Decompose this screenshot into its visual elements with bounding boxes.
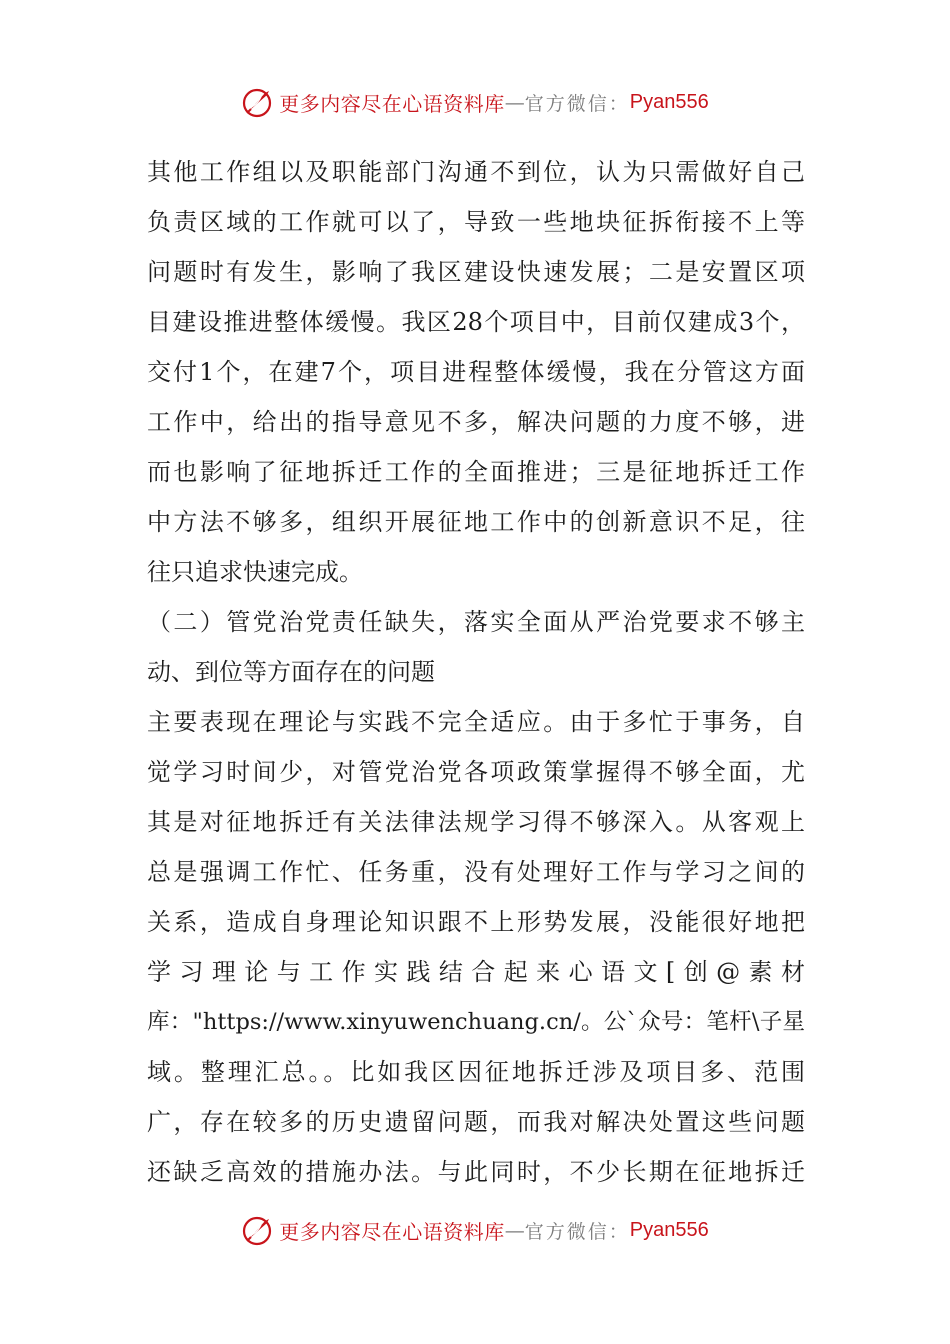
- header-watermark-banner: [0, 84, 950, 120]
- text-line: （二）管党治党责任缺失，落实全面从严治党要求不够主: [147, 608, 805, 636]
- banner-separator: —: [504, 1218, 525, 1242]
- text-line: 库："https://www.xinyuwenchuang.cn/。公`众号：笔杆\子星: [147, 1009, 805, 1035]
- text-line: 学习理论与工作实践结合起来心语文[创@素材: [147, 958, 805, 986]
- text-line: 主要表现在理论与实践不完全适应。由于多忙于事务，自: [147, 708, 805, 736]
- text-line: 动、到位等方面存在的问题: [147, 658, 435, 686]
- text-line: 还缺乏高效的措施办法。与此同时，不少长期在征地拆迁: [147, 1158, 805, 1186]
- text-line: 觉学习时间少，对管党治党各项政策掌握得不够全面，尤: [147, 758, 805, 786]
- text-line: 而也影响了征地拆迁工作的全面推进；三是征地拆迁工作: [147, 458, 805, 486]
- text-line: 其是对征地拆迁有关法律法规学习得不够深入。从客观上: [147, 808, 805, 836]
- banner-text: 更多内容尽在心语资料库: [279, 91, 505, 116]
- banner-wechat-label: 官方微信：: [524, 1220, 630, 1243]
- text-line: 总是强调工作忙、任务重，没有处理好工作与学习之间的: [147, 858, 805, 886]
- text-line: 中方法不够多，组织开展征地工作中的创新意识不足，往: [147, 508, 805, 536]
- text-line: 目建设推进整体缓慢。我区28个项目中，目前仅建成3个，: [147, 308, 805, 336]
- text-line: 问题时有发生，影响了我区建设快速发展；二是安置区项: [147, 258, 805, 286]
- text-line: 往只追求快速完成。: [147, 558, 363, 586]
- text-line: 其他工作组以及职能部门沟通不到位，认为只需做好自己: [147, 158, 805, 186]
- quill-logo-icon: [241, 85, 275, 119]
- text-line: 广，存在较多的历史遗留问题，而我对解决处置这些问题: [147, 1108, 805, 1136]
- banner-text: 更多内容尽在心语资料库: [279, 1219, 505, 1244]
- banner-wechat-label: 官方微信：: [524, 92, 630, 115]
- text-line: 工作中，给出的指导意见不多，解决问题的力度不够，进: [147, 408, 805, 436]
- quill-logo-icon: [241, 1213, 275, 1247]
- banner-wechat-id: Pyan556: [629, 1218, 709, 1241]
- text-line: 域。整理汇总。。比如我区因征地拆迁涉及项目多、范围: [147, 1058, 805, 1086]
- document-body: [147, 147, 805, 1197]
- banner-wechat-id: Pyan556: [629, 90, 709, 113]
- footer-watermark-banner: [0, 1212, 950, 1248]
- banner-separator: —: [504, 90, 525, 114]
- text-line: 负责区域的工作就可以了，导致一些地块征拆衔接不上等: [147, 208, 805, 236]
- text-line: 交付1个，在建7个，项目进程整体缓慢，我在分管这方面: [147, 358, 805, 386]
- text-line: 关系，造成自身理论知识跟不上形势发展，没能很好地把: [147, 908, 805, 936]
